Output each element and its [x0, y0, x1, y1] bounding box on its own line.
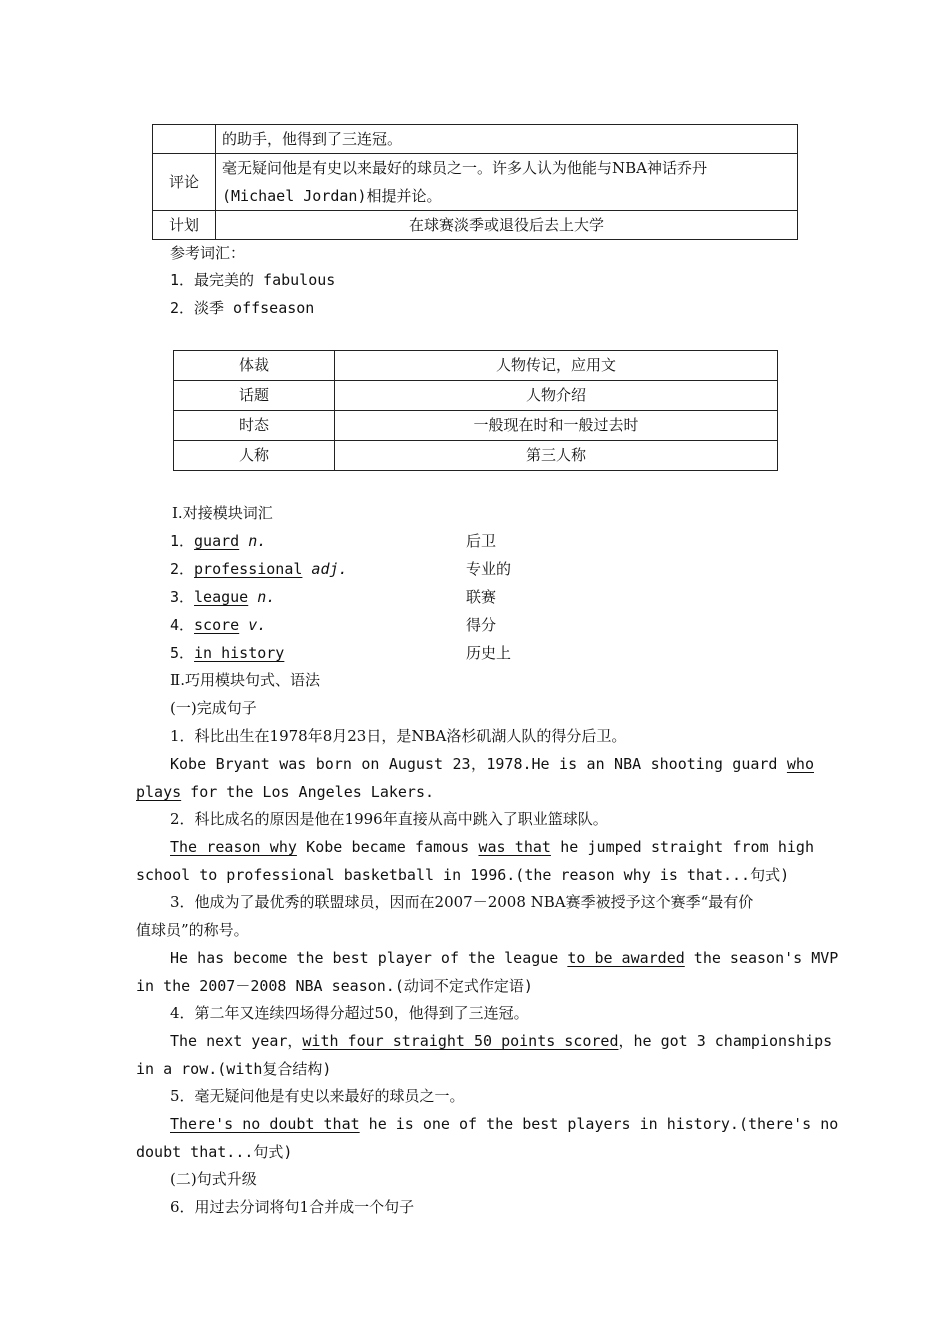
table-row — [153, 154, 798, 211]
row-value: 一般现在时和一般过去时 — [335, 411, 778, 441]
row-value: 第三人称 — [335, 441, 778, 471]
table-row — [153, 125, 798, 154]
vocab-ref-item: 2．淡季 offseason — [170, 299, 315, 317]
question-en: in the 2007－2008 NBA season.(动词不定式作定语) — [136, 977, 533, 995]
vocab-meaning: 后卫 — [466, 532, 497, 550]
question-en: plays for the Los Angeles Lakers. — [136, 783, 435, 801]
vocab-meaning: 得分 — [466, 616, 497, 634]
section2-title: Ⅱ.巧用模块句式、语法 — [170, 671, 320, 689]
genre-table — [173, 350, 778, 471]
row-text: 的助手，他得到了三连冠。 — [216, 125, 798, 154]
table-row — [174, 411, 778, 441]
row-label: 体裁 — [174, 351, 335, 381]
vocab-word: professional — [194, 560, 303, 578]
row-label: 人称 — [174, 441, 335, 471]
vocab-word: in history — [194, 644, 285, 662]
question-cn: 2．科比成名的原因是他在1996年直接从高中跳入了职业篮球队。 — [170, 810, 608, 828]
answer-blank: with four straight 50 points scored — [302, 1032, 619, 1050]
row-label — [153, 125, 216, 154]
row-text: 在球赛淡季或退役后去上大学 — [216, 211, 798, 240]
row-label: 时态 — [174, 411, 335, 441]
row-label: 计划 — [153, 211, 216, 240]
vocab-ref-item: 1．最完美的 fabulous — [170, 271, 336, 289]
comment-line-2: (Michael Jordan)相提并论。 — [222, 187, 442, 205]
question-en: in a row.(with复合结构) — [136, 1060, 332, 1078]
list-item: 2．professional adj. — [170, 560, 348, 578]
answer-blank: The reason why — [170, 838, 297, 856]
vocab-meaning: 专业的 — [466, 560, 512, 578]
table-row — [174, 381, 778, 411]
question-en: There's no doubt that he is one of the best players in history.(there's no — [170, 1115, 839, 1133]
vocab-ref-title: 参考词汇： — [170, 244, 246, 262]
vocab-meaning: 联赛 — [466, 588, 497, 606]
answer-blank: There's no doubt that — [170, 1115, 360, 1133]
row-label: 话题 — [174, 381, 335, 411]
vocab-word: guard — [194, 532, 240, 550]
row-value: 人物传记，应用文 — [335, 351, 778, 381]
question-cn: 3．他成为了最优秀的联盟球员，因而在2007－2008 NBA赛季被授予这个赛季“最有价 — [170, 893, 754, 911]
question-en: The reason why Kobe became famous was that he jumped straight from high — [170, 838, 814, 856]
list-item: 3．league n. — [170, 588, 276, 606]
row-value: 人物介绍 — [335, 381, 778, 411]
row-label: 评论 — [153, 154, 216, 211]
list-item: 5．in history — [170, 644, 285, 662]
question-en: school to professional basketball in 1996.(the reason why is that...句式) — [136, 866, 790, 884]
question-cn: 值球员”的称号。 — [136, 921, 249, 939]
vocab-word: score — [194, 616, 240, 634]
question-cn: 5．毫无疑问他是有史以来最好的球员之一。 — [170, 1087, 465, 1105]
question-en: Kobe Bryant was born on August 23，1978.He is an NBA shooting guard who — [170, 755, 814, 773]
profile-table — [152, 124, 798, 240]
answer-blank: who — [786, 755, 814, 773]
comment-line-1: 毫无疑问他是有史以来最好的球员之一。许多人认为他能与NBA神话乔丹 — [222, 159, 707, 177]
table-row — [174, 351, 778, 381]
table-row — [174, 441, 778, 471]
answer-blank: to be awarded — [567, 949, 685, 967]
section1-title: Ⅰ.对接模块词汇 — [172, 504, 273, 522]
answer-blank: was that — [478, 838, 551, 856]
answer-blank: plays — [136, 783, 182, 801]
question-en: He has become the best player of the league to be awarded the season's MVP — [170, 949, 839, 967]
vocab-word: league — [194, 588, 249, 606]
row-text — [216, 154, 798, 211]
question-en: doubt that...句式) — [136, 1143, 293, 1161]
list-item: 4．score v. — [170, 616, 267, 634]
question-cn: 1．科比出生在1978年8月23日，是NBA洛杉矶湖人队的得分后卫。 — [170, 727, 627, 745]
subsection-title: (一)完成句子 — [170, 699, 257, 717]
question-en: The next year，with four straight 50 points scored，he got 3 championships — [170, 1032, 833, 1050]
table-row — [153, 211, 798, 240]
question-cn: 6．用过去分词将句1合并成一个句子 — [170, 1198, 415, 1216]
vocab-meaning: 历史上 — [466, 644, 512, 662]
list-item: 1．guard n. — [170, 532, 267, 550]
question-cn: 4．第二年又连续四场得分超过50，他得到了三连冠。 — [170, 1004, 529, 1022]
subsection-title: (二)句式升级 — [170, 1170, 257, 1188]
